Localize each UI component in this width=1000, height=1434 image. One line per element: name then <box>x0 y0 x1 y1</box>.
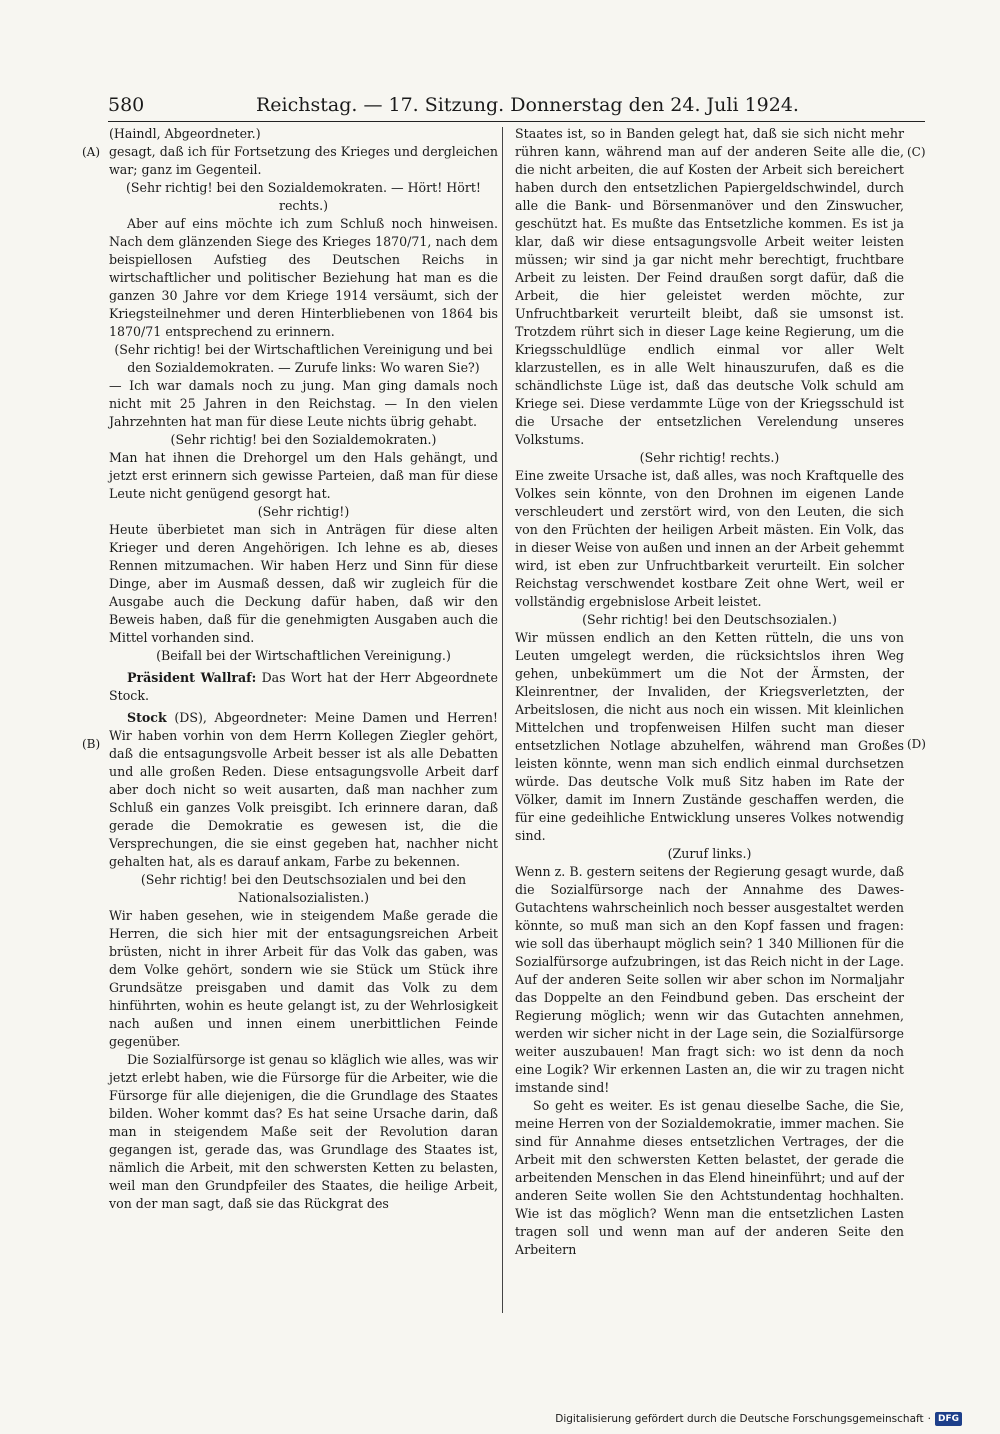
page-number: 580 <box>108 94 145 116</box>
header-rule <box>108 121 925 122</box>
paragraph: Wir müssen endlich an den Ketten rütteln, die uns von Leuten umgelegt werden, die rücksichtslos ihren Weg gehen, unbekümmert um die Not der Ärmsten, der Kleinrentner, der Invaliden, der Kriegsverletzten, der Arbeitslosen, die nicht aus noch ein wissen. Mit kleinlichen Mittelchen und tropfenweisen Hilfen sucht man dieser entsetzlichen Notlage abzuhelfen, während man Großes leisten könnte, wenn man sich endlich einmal durchsetzen würde. Das deutsche Volk muß Sitz haben im Rate der Völker, damit im Innern Zustände geschaffen werden, die für eine gedeihliche Entwicklung unseres Volkes notwendig sind. <box>515 630 904 843</box>
speaker-name: Stock <box>127 710 167 725</box>
interjection: (Sehr richtig! bei den Deutschsozialen und bei den Nationalsozialisten.) <box>140 872 467 905</box>
paragraph: Man hat ihnen die Drehorgel um den Hals gehängt, und jetzt erst erinnern sich gewisse Parteien, daß man für diese Leute nicht genügend gesorgt hat. <box>109 450 498 501</box>
running-title: Reichstag. — 17. Sitzung. Donnerstag den 24. Juli 1924. <box>256 94 799 116</box>
interjection: (Sehr richtig! bei der Wirtschaftlichen Vereinigung und bei den Sozialdemokraten. — Zurufe links: Wo waren Sie?) <box>114 342 493 375</box>
dfg-logo: DFG <box>935 1412 962 1426</box>
interjection: (Sehr richtig! bei den Deutschsozialen.) <box>582 612 837 627</box>
president-statement <box>109 669 498 705</box>
paragraph: Wir haben gesehen, wie in steigendem Maße gerade die Herren, die sich hier mit der entsagungsreichen Arbeit brüsten, nicht in ihrer Arbeit für das Volk das gaben, was dem Volke gehört, sondern wie sie Stück um Stück ihre Grundsätze preisgaben und damit das Volk zu dem hinführten, wohin es heute gelangt ist, zu der Wehrlosigkeit nach außen und innen einem unerbittlichen Feinde gegenüber. <box>109 908 498 1049</box>
right-column <box>515 125 904 1259</box>
paragraph: — Ich war damals noch zu jung. Man ging damals noch nicht mit 25 Jahren in den Reichstag. — In den vielen Jahrzehnten hat man für diese Leute nichts übrig gehabt. <box>109 378 498 429</box>
interjection: (Sehr richtig! rechts.) <box>639 450 780 465</box>
interjection: (Sehr richtig! bei den Sozialdemokraten.) <box>170 432 437 447</box>
statement-text: (DS), Abgeordneter: Meine Damen und Herren! Wir haben vorhin von dem Herrn Kollegen Ziegler gehört, daß die entsagungsvolle Arbeit besser ist als alle Debatten und alle großen Reden. Diese entsagungsvolle Arbeit darf aber doch nicht so weit ausarten, daß man nachher zum Schluß ein ganzes Volk preisgibt. Ich erinnere daran, daß gerade die Demokratie es gewesen ist, die die Versprechungen, die sie einst gegeben hat, nachher nicht gehalten hat, als es darauf ankam, Farbe zu bekennen. <box>109 710 498 869</box>
speaker-continuation: (Haindl, Abgeordneter.) <box>109 126 261 141</box>
margin-mark-b: (B) <box>82 737 101 751</box>
paragraph: Heute überbietet man sich in Anträgen für diese alten Krieger und deren Angehörigen. Ich lehne es ab, dieses Rennen mitzumachen. Wir haben Herz und Sinn für diese Dinge, aber im Ausmaß dessen, daß wir zugleich für die Ausgabe auch die Deckung dafür haben, daß wir den Beweis haben, daß für die genehmigten Ausgaben auch die Mittel vorhanden sind. <box>109 522 498 645</box>
paragraph: gesagt, daß ich für Fortsetzung des Krieges und dergleichen war; ganz im Gegenteil. <box>109 144 498 177</box>
interjection: (Sehr richtig! bei den Sozialdemokraten. — Hört! Hört! rechts.) <box>126 180 481 213</box>
paragraph: Staates ist, so in Banden gelegt hat, daß sie sich nicht mehr rühren kann, während man auf der anderen Seite alle die, die nicht arbeiten, die auf Kosten der Arbeit sich bereichert haben durch den entsetzlichen Papiergeldschwindel, durch alle die Bank- und Börsenmanöver und den Zinswucher, geschützt hat. Es mußte das Entsetzliche kommen. Es ist ja klar, daß wir diese entsagungsvolle Arbeit weiter leisten müssen; wir sind ja gar nicht mehr berechtigt, fruchtbare Arbeit zu leisten. Der Feind draußen sorgt dafür, daß die Arbeit, die hier geleistet werden möchte, zur Unfruchtbarkeit verurteilt bleibt, daß sie umsonst ist. Trotzdem rührt sich in dieser Lage keine Regierung, um die Kriegsschuldlüge endlich einmal vor aller Welt klarzustellen, es in alle Welt hinauszurufen, daß es die schändlichste Lüge ist, daß das deutsche Volk schuld am Kriege sei. Diese verdammte Lüge von der Kriegsschuld ist die Ursache der entsetzlichen Verelendung unseres Volkstums. <box>515 126 904 447</box>
margin-mark-d: (D) <box>907 737 926 751</box>
footer-text: Digitalisierung gefördert durch die Deutsche Forschungsgemeinschaft <box>555 1413 924 1425</box>
interjection: (Sehr richtig!) <box>257 504 350 519</box>
paragraph: Aber auf eins möchte ich zum Schluß noch hinweisen. Nach dem glänzenden Siege des Krieges 1870/71, nach dem beispiellosen Aufstieg des Deutschen Reichs in wirtschaftlicher und politischer Beziehung hat man es die ganzen 30 Jahre vor dem Kriege 1914 versäumt, sich der Kriegsteilnehmer und deren Hinterbliebenen von 1864 bis 1870/71 entsprechend zu erinnern. <box>109 216 498 339</box>
column-divider <box>502 127 503 1313</box>
funding-footer: Digitalisierung gefördert durch die Deutsche Forschungsgemeinschaft · DFG <box>555 1409 962 1429</box>
paragraph: Eine zweite Ursache ist, daß alles, was noch Kraftquelle des Volkes sein könnte, von den Drohnen im eigenen Lande verschleudert und zerstört wird, von den Leuten, die sich von den Früchten der heiligen Arbeit mästen. Ein Volk, das in dieser Weise von außen und innen an der Arbeit gehemmt wird, ist eben zur Unfruchtbarkeit verurteilt. Ein solcher Reichstag verschwendet kostbare Zeit ohne Wert, weil er vollständig ergebnislose Arbeit leistet. <box>515 468 904 609</box>
paragraph: So geht es weiter. Es ist genau dieselbe Sache, die Sie, meine Herren von der Sozialdemokratie, immer machen. Sie sind für Annahme dieses entsetzlichen Vertrages, der die Arbeit mit den schwersten Ketten belastet, der gerade die arbeitenden Menschen in das Elend hineinführt; und auf der anderen Seite wollen Sie den Achtstundentag hochhalten. Wie ist das möglich? Wenn man die entsetzlichen Lasten tragen soll und wenn man auf der anderen Seite den Arbeitern <box>515 1098 904 1257</box>
paragraph: Die Sozialfürsorge ist genau so kläglich wie alles, was wir jetzt erlebt haben, wie die Fürsorge für die Arbeiter, wie die Fürsorge für alle diejenigen, die die Grundlage des Staates bilden. Woher kommt das? Es hat seine Ursache darin, daß man in steigendem Maße seit der Revolution daran gegangen ist, gerade das, was Grundlage des Staates ist, nämlich die Arbeit, mit den schwersten Ketten zu belasten, weil man den Grundpfeiler des Staates, die heilige Arbeit, von der man sagt, daß sie das Rückgrat des <box>109 1052 498 1211</box>
statement-text: Das Wort hat der Herr Abgeordnete Stock. <box>109 670 498 703</box>
interjection: (Zuruf links.) <box>667 846 752 861</box>
margin-mark-c: (C) <box>907 145 926 159</box>
page-header <box>108 90 925 120</box>
left-column <box>109 125 498 1213</box>
interjection: (Beifall bei der Wirtschaftlichen Vereinigung.) <box>156 648 451 663</box>
speaker-name: Präsident Wallraf: <box>127 670 257 685</box>
paragraph: Wenn z. B. gestern seitens der Regierung gesagt wurde, daß die Sozialfürsorge nach der Annahme des Dawes-Gutachtens wahrscheinlich noch besser ausgestaltet werden könnte, so muß man sich an den Kopf fassen und fragen: wie soll das überhaupt möglich sein? 1 340 Millionen für die Sozialfürsorge aufzubringen, ist das Reich nicht in der Lage. Auf der anderen Seite sollen wir aber schon im Normaljahr das Doppelte an den Feindbund geben. Das erscheint der Regierung möglich; wenn wir das Gutachten annehmen, werden wir sicher nicht in der Lage sein, die Sozialfürsorge weiter auszubauen! Man fragt sich: wo ist denn da noch eine Logik? Wir erkennen Lasten an, die wir zu tragen nicht imstande sind! <box>515 864 904 1095</box>
speech-opening <box>109 709 498 871</box>
margin-mark-a: (A) <box>82 145 101 159</box>
